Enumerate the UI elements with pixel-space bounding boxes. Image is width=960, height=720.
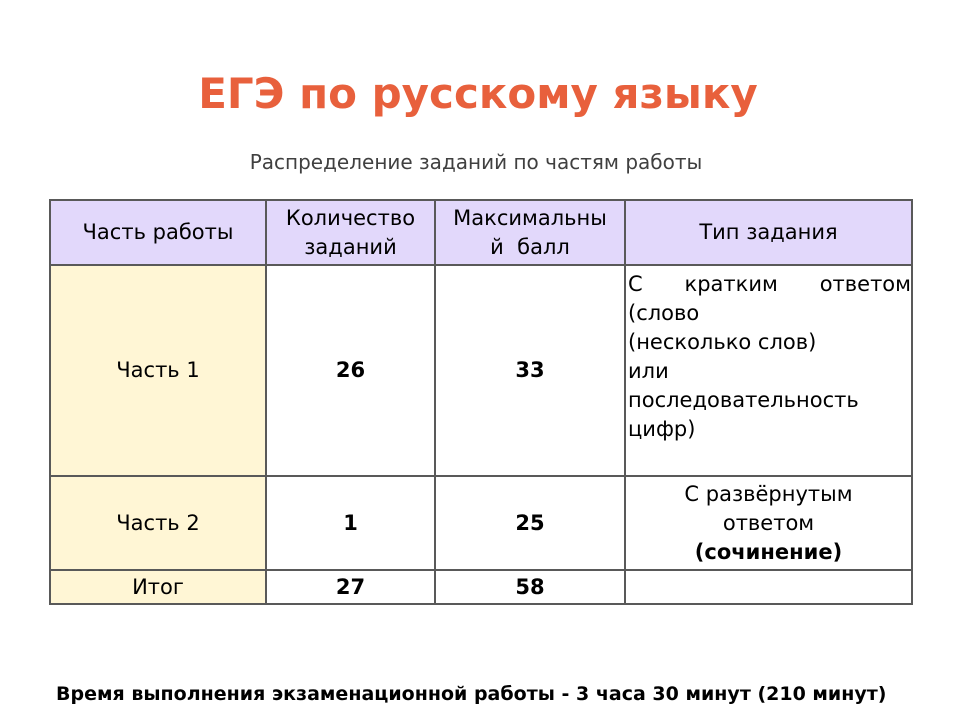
header-max-score: Максимальны й балл (435, 200, 625, 265)
exam-parts-table (49, 199, 913, 605)
task-type-line: (несколько слов) (628, 330, 817, 354)
task-type-cell (625, 265, 912, 476)
part-cell: Часть 1 (50, 265, 266, 476)
max-score-cell: 33 (435, 265, 625, 476)
table-row (50, 265, 912, 476)
header-task-count: Количество заданий (266, 200, 435, 265)
task-count-cell: 1 (266, 476, 435, 570)
task-type-cell: С развёрнутым ответом (сочинение) (625, 476, 912, 570)
total-task-count-cell: 27 (266, 570, 435, 604)
exam-duration-note: Время выполнения экзаменационной работы - 3 часа 30 минут (210 минут) (56, 683, 887, 705)
task-type-line: С кратким ответом (628, 272, 911, 296)
total-task-type-cell (625, 570, 912, 604)
task-type-line: (слово (628, 301, 700, 325)
max-score-cell: 25 (435, 476, 625, 570)
total-label-cell: Итог (50, 570, 266, 604)
task-type-line: или (628, 359, 669, 383)
table-total-row (50, 570, 912, 604)
page-title: ЕГЭ по русскому языку (198, 69, 758, 118)
task-type-line: цифр) (628, 417, 696, 441)
total-max-score-cell: 58 (435, 570, 625, 604)
header-task-type: Тип задания (625, 200, 912, 265)
task-count-cell: 26 (266, 265, 435, 476)
page-subtitle: Распределение заданий по частям работы (249, 150, 703, 174)
part-cell: Часть 2 (50, 476, 266, 570)
table-header-row (50, 200, 912, 265)
header-part: Часть работы (50, 200, 266, 265)
task-type-line: последовательность (628, 388, 859, 412)
table-row (50, 476, 912, 570)
